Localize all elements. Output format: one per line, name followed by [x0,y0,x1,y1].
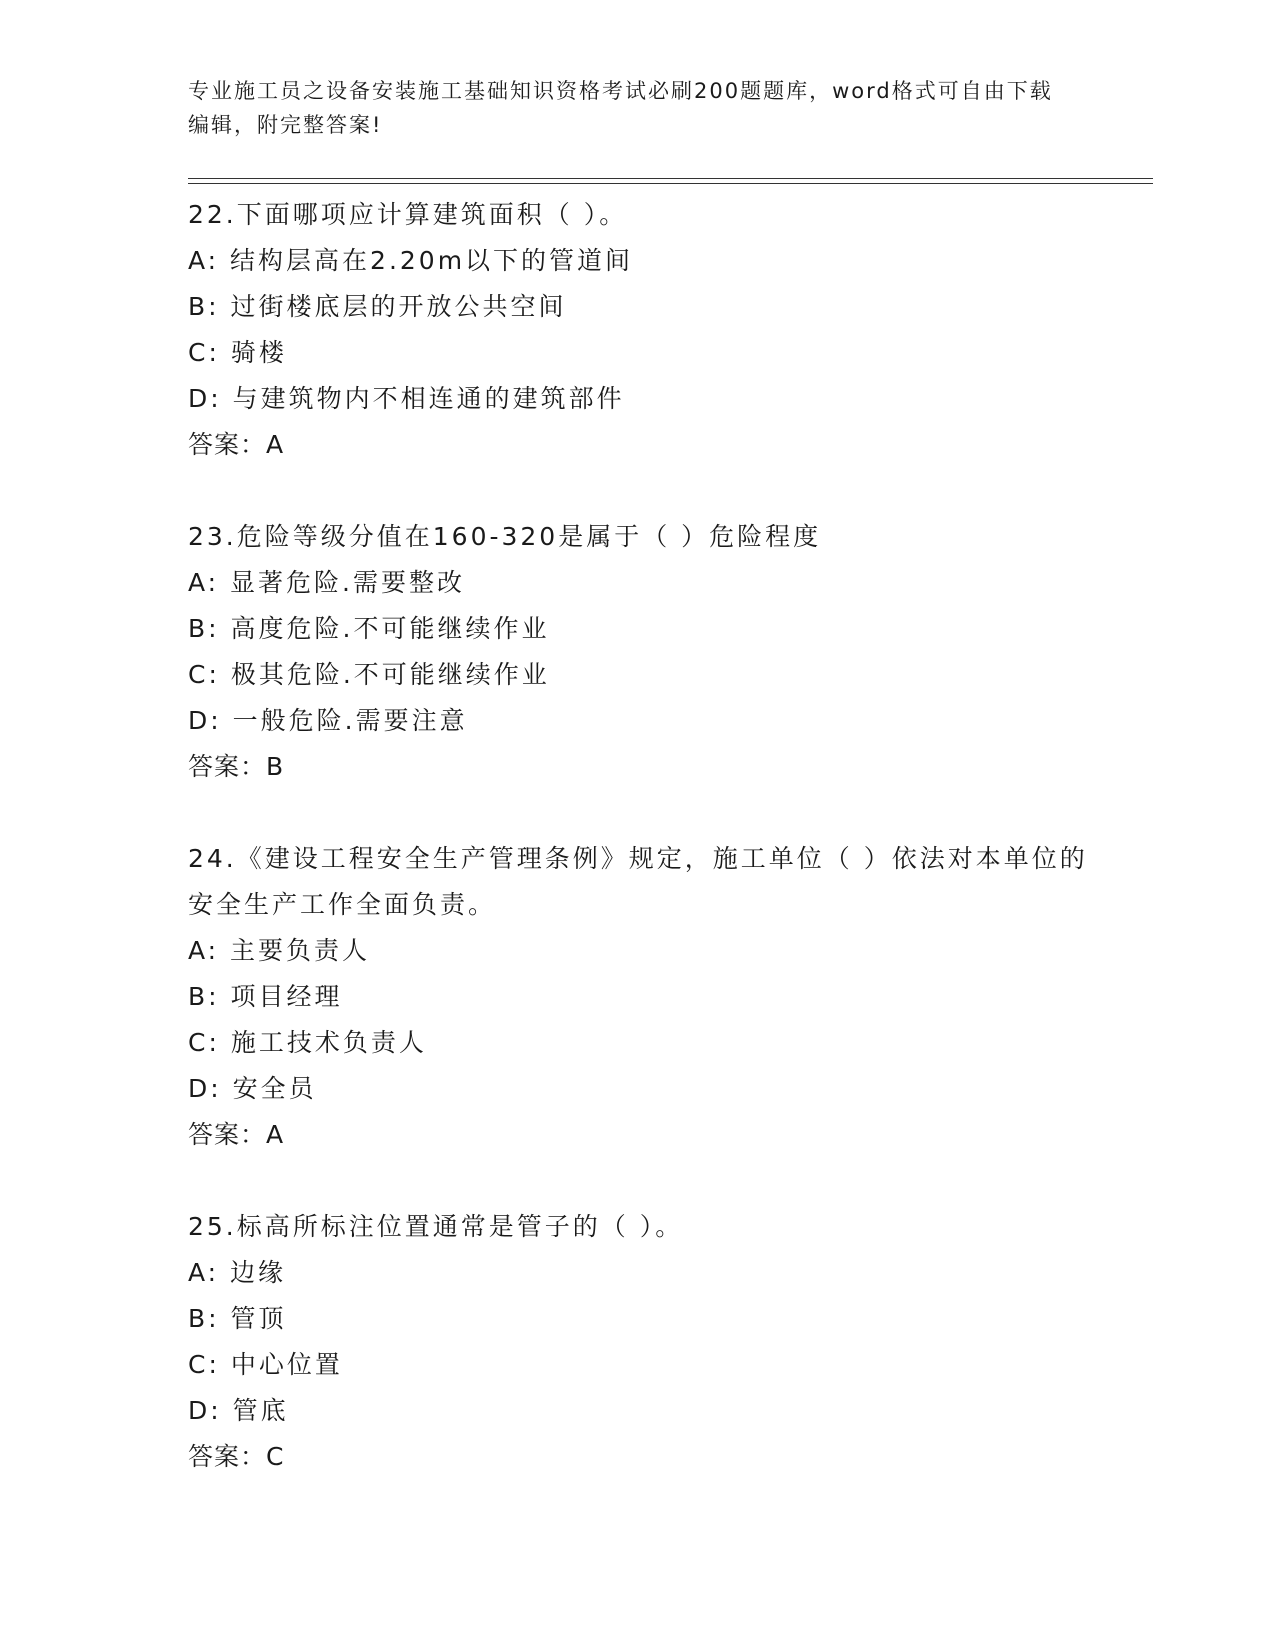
document-header [188,74,1068,142]
question-23 [188,514,1108,790]
option-c: C: 施工技术负责人 [188,1028,427,1057]
option-a: A: 显著危险.需要整改 [188,568,465,597]
option-c: C: 骑楼 [188,338,287,367]
option-c: C: 极其危险.不可能继续作业 [188,660,550,689]
answer-line: 答案：A [188,1120,285,1149]
question-list [188,192,1108,1526]
document-title: 专业施工员之设备安装施工基础知识资格考试必刷200题题库，word格式可自由下载编辑，附完整答案! [188,79,1053,137]
option-b: B: 项目经理 [188,982,343,1011]
option-d: D: 安全员 [188,1074,317,1103]
question-25 [188,1204,1108,1480]
answer-line: 答案：A [188,430,285,459]
question-stem: 23.危险等级分值在160-320是属于（ ）危险程度 [188,522,822,551]
option-d: D: 与建筑物内不相连通的建筑部件 [188,384,625,413]
question-24 [188,836,1108,1158]
option-a: A: 边缘 [188,1258,287,1287]
question-stem: 25.标高所标注位置通常是管子的（ ）。 [188,1212,684,1241]
option-c: C: 中心位置 [188,1350,343,1379]
option-a: A: 主要负责人 [188,936,371,965]
option-b: B: 过街楼底层的开放公共空间 [188,292,567,321]
option-a: A: 结构层高在2.20m以下的管道间 [188,246,634,275]
header-divider-top [188,178,1153,179]
option-b: B: 管顶 [188,1304,287,1333]
answer-line: 答案：B [188,752,285,781]
question-stem: 22.下面哪项应计算建筑面积（ ）。 [188,200,628,229]
option-d: D: 一般危险.需要注意 [188,706,468,735]
option-b: B: 高度危险.不可能继续作业 [188,614,550,643]
option-d: D: 管底 [188,1396,289,1425]
question-22 [188,192,1108,468]
header-divider-bottom [188,183,1153,184]
answer-line: 答案：C [188,1442,285,1471]
question-stem: 24.《建设工程安全生产管理条例》规定，施工单位（ ）依法对本单位的安全生产工作全面负责。 [188,844,1088,919]
